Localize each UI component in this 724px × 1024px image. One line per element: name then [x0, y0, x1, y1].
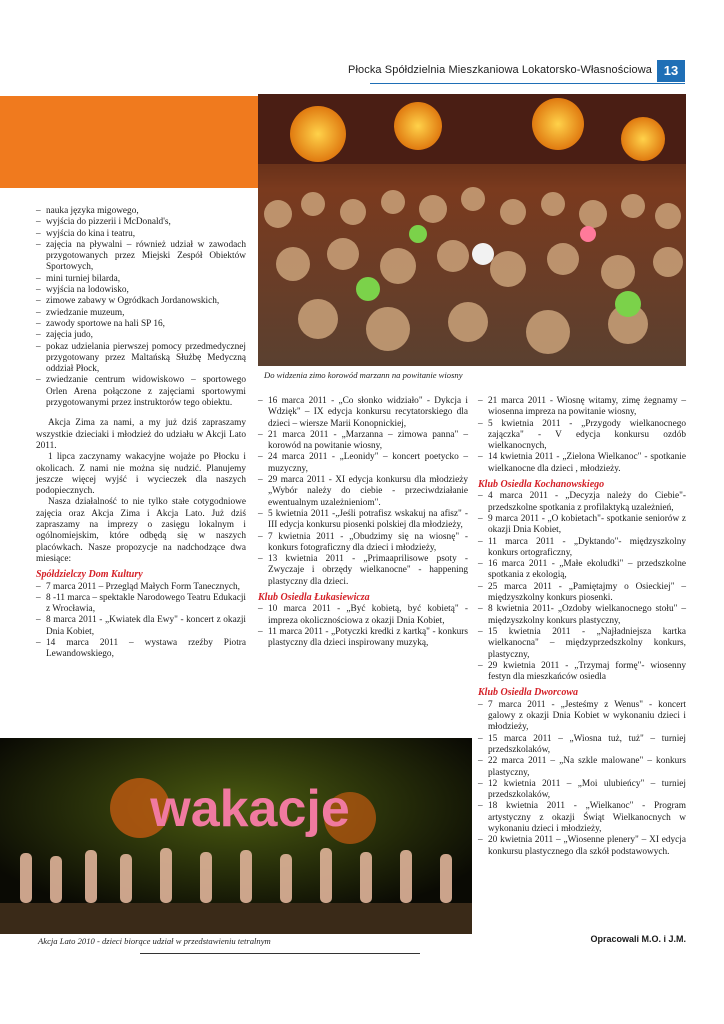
list-item: – 7 kwietnia 2011 - „Obudzimy się na wiosnę" - konkurs fotograficzny dla dzieci i młodzieży,	[258, 532, 468, 555]
list-item: – 16 marca 2011 - „Małe ekoludki" – przedszkolne spotkania z ekologią,	[478, 559, 686, 582]
section-heading: Spółdzielczy Dom Kultury	[36, 569, 143, 581]
list-item: – 9 marca 2011 - „O kobietach"- spotkanie seniorów z okazji Dnia Kobiet,	[478, 514, 686, 537]
section-list	[478, 491, 686, 683]
list-item: – zwiedzanie muzeum,	[36, 308, 246, 319]
list-item: – zajęcia na pływalni – również udział w zawodach przygotowanych przez Miejski Zespół Obiektów Sportowych,	[36, 240, 246, 274]
section-list	[36, 582, 246, 661]
list-item: – 12 kwietnia 2011 – „Moi ulubieńcy" – turniej przedszkolaków,	[478, 779, 686, 802]
list-item: – 15 kwietnia 2011 - „Najładniejsza kartka wielkanocna" – międzyprzedszkolny konkurs, plastyczny,	[478, 627, 686, 661]
column-3	[478, 396, 686, 858]
signature: Opracowali M.O. i J.M.	[590, 934, 686, 944]
list-item: – 18 kwietnia 2011 - „Wielkanoc" - Program artystyczny z okazji Świąt Wielkanocnych w wykonaniu dzieci i młodzieży,	[478, 801, 686, 835]
section-heading: Klub Osiedla Łukasiewicza	[258, 592, 370, 604]
photo-summer-show	[0, 738, 472, 934]
header-title: Płocka Spółdzielnia Mieszkaniowa Lokatorsko-Własnościowa	[348, 64, 652, 76]
list-item: – zajęcia judo,	[36, 330, 246, 341]
list-item: – 8 marca 2011 - „Kwiatek dla Ewy" - koncert z okazji Dnia Kobiet,	[36, 615, 246, 638]
list-item: – 7 marca 2011 – Przegląd Małych Form Tanecznych,	[36, 582, 246, 593]
list-item: – zawody sportowe na hali SP 16,	[36, 319, 246, 330]
page-number: 13	[657, 60, 685, 82]
paragraph: Nasza działalność to nie tylko stałe cotygodniowe zajęcia oraz Akcja Zima i Akcja Lato. Już dziś zapraszamy na imprezy o zasięgu lokalnym i ogólnomiejskim, które odbędą się w naszych placówkach. Nasze propozycje na nadchodzące dwa miesiące:	[36, 497, 246, 564]
list-item: – wyjścia na lodowisko,	[36, 285, 246, 296]
list-item: – 25 marca 2011 - „Pamiętajmy o Osieckiej" – międzyszkolny konkurs piosenki.	[478, 582, 686, 605]
footer-rule	[140, 953, 420, 954]
list-item: – 4 marca 2011 - „Decyzja należy do Ciebie"- przedszkolne spotkania z profilaktyką uzależnień,	[478, 491, 686, 514]
list-item: – 14 kwietnia 2011 - „Zielona Wielkanoc" - spotkanie wielkanocne dla dzieci , młodzieży.	[478, 452, 686, 475]
list-item: – 5 kwietnia 2011 -„Jeśli potrafisz wskakuj na afisz" - III edycja konkursu piosenki polskiej dla młodzieży,	[258, 509, 468, 532]
list-item: – 8 kwietnia 2011- „Ozdoby wielkanocnego stołu" – międzyszkolny konkurs plastyczny,	[478, 604, 686, 627]
activities-list	[36, 206, 246, 409]
list-item: – 24 marca 2011 - „Leonidy" – koncert poetycko – muzyczny,	[258, 452, 468, 475]
paragraph: Akcja Zima za nami, a my już dziś zapraszamy wszystkie dzieciaki i młodzież do udziału w Akcji Lato 2011.	[36, 418, 246, 451]
list-item: – nauka języka migowego,	[36, 206, 246, 217]
list-item: – 20 kwietnia 2011 – „Wiosenne plenery" – XI edycja konkursu plastycznego dla szkół podstawowych.	[478, 835, 686, 858]
photo-spring-parade	[258, 94, 686, 366]
photo1-caption: Do widzenia zimo korowód marzann na powitanie wiosny	[264, 370, 463, 380]
list-item: – 29 kwietnia 2011 - „Trzymaj formę"- wiosenny festyn dla mieszkańców osiedla	[478, 661, 686, 684]
list-item: – 16 marca 2011 - „Co słonko widziało" - Dykcja i Wdzięk" – IX edycja konkursu recytatorskiego dla dzieci – wiersze Marii Konopnickiej,	[258, 396, 468, 430]
list-item: – 7 marca 2011 - „Jesteśmy z Wenus" - koncert galowy z okazji Dnia Kobiet w wykonaniu dzieci i młodzieży,	[478, 700, 686, 734]
list-item: – 11 marca 2011 - „Potyczki kredki z kartką" - konkurs plastyczny dla dzieci inspirowany muzyką,	[258, 627, 468, 650]
section-heading: Klub Osiedla Kochanowskiego	[478, 479, 605, 491]
list-item: – zwiedzanie centrum widowiskowo – sportowego Orlen Arena połączone z zajęciami sportowymi przygotowanymi przez instruktorów tego obiektu.	[36, 375, 246, 409]
photo2-caption: Akcja Lato 2010 - dzieci biorące udział w przedstawieniu tetralnym	[38, 936, 271, 946]
header-rule	[370, 83, 685, 84]
list-item: – wyjścia do pizzerii i McDonald's,	[36, 217, 246, 228]
list-item: – zimowe zabawy w Ogródkach Jordanowskich,	[36, 296, 246, 307]
section-list	[478, 700, 686, 858]
paragraph: 1 lipca zaczynamy wakacyjne wojaże po Płocku i okolicach. Z nami nie można się nudzić. Planujemy jeszcze więcej wyjść i wycieczek dla naszych podopiecznych.	[36, 452, 246, 497]
list-item: – 10 marca 2011 - „Być kobietą, być kobietą" - impreza okolicznościowa z okazji Dnia Kobiet,	[258, 604, 468, 627]
orange-decor-bar	[0, 96, 258, 188]
section-list	[258, 604, 468, 649]
list-item: – 29 marca 2011 - XI edycja konkursu dla młodzieży „Wybór należy do ciebie - przeciwdziałanie ewentualnym uzależnieniom".	[258, 475, 468, 509]
list-item: – 22 marca 2011 – „Na szkle malowane" – konkurs plastyczny,	[478, 756, 686, 779]
list-item: – 11 marca 2011 - „Dyktando"- międzyszkolny konkurs ortograficzny,	[478, 537, 686, 560]
list-item: – 21 marca 2011 - „Marzanna – zimowa panna" – korowód na powitanie wiosny,	[258, 430, 468, 453]
events-list	[478, 396, 686, 475]
list-item: – 5 kwietnia 2011 - „Przygody wielkanocnego zajączka" - V edycja konkursu ozdób wielkanocnych,	[478, 419, 686, 453]
list-item: – 14 marca 2011 – wystawa rzeźby Piotra Lewandowskiego,	[36, 638, 246, 661]
list-item: – wyjścia do kina i teatru,	[36, 229, 246, 240]
list-item: – 8 -11 marca – spektakle Narodowego Teatru Edukacji z Wrocławia,	[36, 593, 246, 616]
list-item: – mini turniej bilarda,	[36, 274, 246, 285]
events-list	[258, 396, 468, 588]
list-item: – pokaz udzielania pierwszej pomocy przedmedycznej przygotowany przez Maltańską Służbę Medyczną oddział Płock,	[36, 342, 246, 376]
column-2	[258, 396, 468, 650]
list-item: – 13 kwietnia 2011 - „Primaaprilisowe psoty - Zwyczaje i obrzędy wielkanocne" - happening plastyczny dla dzieci.	[258, 554, 468, 588]
column-1	[36, 206, 246, 661]
section-heading: Klub Osiedla Dworcowa	[478, 687, 579, 699]
list-item: – 21 marca 2011 - Wiosnę witamy, zimę żegnamy – wiosenna impreza na powitanie wiosny,	[478, 396, 686, 419]
wakacje-banner: wakacje	[150, 780, 350, 838]
list-item: – 15 marca 2011 – „Wiosna tuż, tuż" – turniej przedszkolaków,	[478, 734, 686, 757]
